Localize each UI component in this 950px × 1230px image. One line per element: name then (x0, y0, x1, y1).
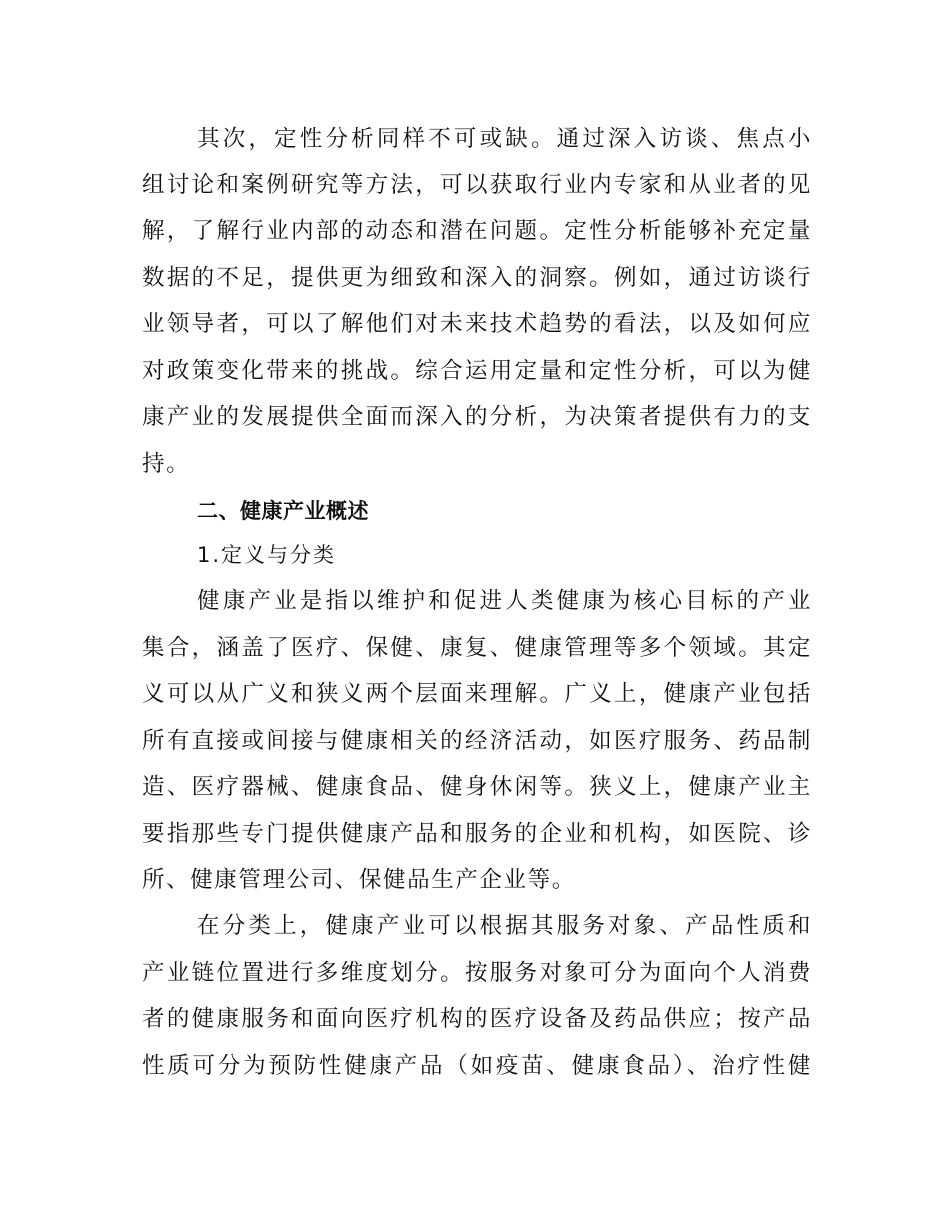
paragraph-line: 所、健康管理公司、保健品生产企业等。 (142, 867, 576, 893)
paragraph-line: 产业链位置进行多维度划分。按服务对象可分为面向个人消费 (142, 960, 812, 986)
paragraph-line: 其次，定性分析同样不可或缺。通过深入访谈、焦点小 (197, 126, 812, 152)
paragraph-line: 解，了解行业内部的动态和潜在问题。定性分析能够补充定量 (142, 218, 812, 244)
paragraph-line: 所有直接或间接与健康相关的经济活动，如医疗服务、药品制 (142, 728, 812, 754)
paragraph-line: 组讨论和案例研究等方法，可以获取行业内专家和从业者的见 (142, 172, 812, 198)
paragraph-line: 康产业的发展提供全面而深入的分析，为决策者提供有力的支 (142, 404, 812, 430)
paragraph-line: 数据的不足，提供更为细致和深入的洞察。例如，通过访谈行 (142, 265, 812, 291)
subsection-heading: 1.定义与分类 (197, 543, 337, 567)
paragraph-line: 义可以从广义和狭义两个层面来理解。广义上，健康产业包括 (142, 681, 812, 707)
paragraph-line: 持。 (142, 451, 191, 477)
paragraph-line: 者的健康服务和面向医疗机构的医疗设备及药品供应；按产品 (142, 1006, 812, 1032)
paragraph-line: 对政策变化带来的挑战。综合运用定量和定性分析，可以为健 (142, 358, 812, 384)
section-heading: 二、健康产业概述 (197, 499, 369, 523)
paragraph-line: 造、医疗器械、健康食品、健身休闲等。狭义上，健康产业主 (142, 774, 812, 800)
paragraph-line: 性质可分为预防性健康产品（如疫苗、健康食品）、治疗性健 (142, 1053, 812, 1079)
paragraph-line: 在分类上，健康产业可以根据其服务对象、产品性质和 (197, 913, 812, 939)
paragraph-line: 健康产业是指以维护和促进人类健康为核心目标的产业 (197, 588, 812, 614)
paragraph-line: 业领导者，可以了解他们对未来技术趋势的看法，以及如何应 (142, 311, 812, 337)
paragraph-line: 集合，涵盖了医疗、保健、康复、健康管理等多个领域。其定 (142, 635, 812, 661)
paragraph-line: 要指那些专门提供健康产品和服务的企业和机构，如医院、诊 (142, 821, 812, 847)
